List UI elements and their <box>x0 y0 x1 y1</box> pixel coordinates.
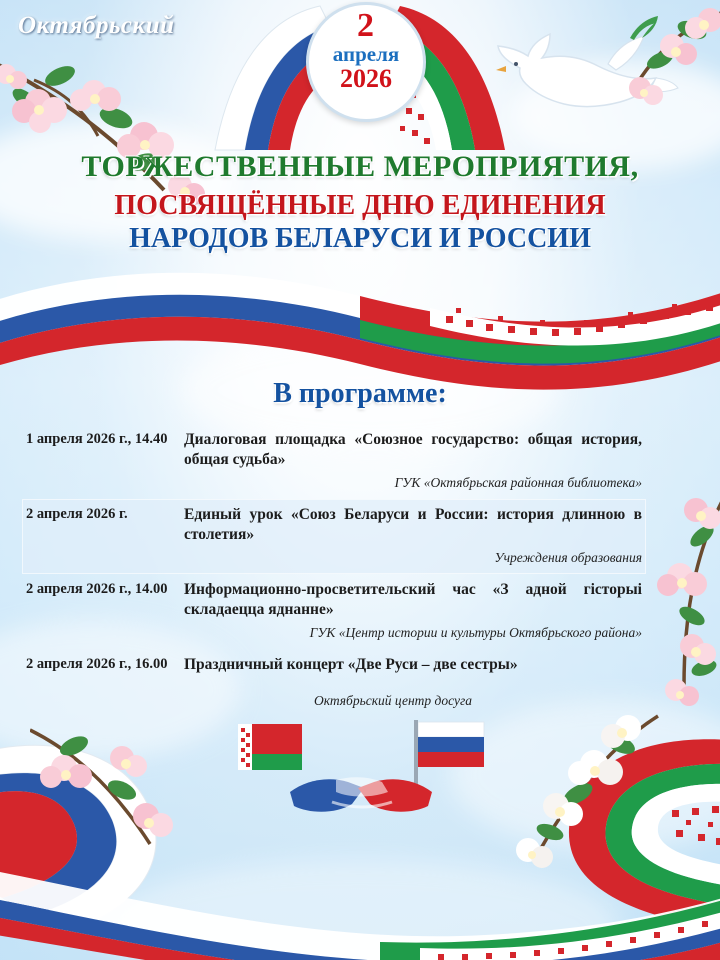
flag-ribbon-icon <box>0 262 720 397</box>
program-row-details <box>178 655 642 709</box>
locality-label: Октябрьский <box>18 12 175 39</box>
program-row-details <box>178 580 642 641</box>
program-row <box>22 649 646 717</box>
program-row-name: Диалоговая площадка «Союзное государство: общая история, общая судьба» <box>184 431 642 469</box>
program-list <box>22 424 646 717</box>
program-row-datetime: 2 апреля 2026 г. <box>26 505 128 522</box>
program-row-organizer: Учреждения образования <box>494 549 642 565</box>
program-row-organizer: Октябрьский центр досуга <box>313 693 473 709</box>
program-row <box>22 499 646 574</box>
program-row-details <box>178 430 642 491</box>
program-row <box>22 574 646 649</box>
program-row-datetime: 2 апреля 2026 г., 16.00 <box>26 655 168 672</box>
date-day: 2 <box>357 7 375 44</box>
apple-blossom-icon <box>560 4 720 134</box>
program-row-details <box>178 505 642 566</box>
program-row-name: Информационно-просветительский час «З адной гісторыі складаецца яднанне» <box>184 580 642 619</box>
title-line-1: ТОРЖЕСТВЕННЫЕ МЕРОПРИЯТИЯ, <box>81 150 639 183</box>
apple-blossom-icon <box>30 720 200 870</box>
program-row <box>22 424 646 499</box>
title-line-2: ПОСВЯЩЁННЫЕ ДНЮ ЕДИНЕНИЯ <box>114 190 606 221</box>
date-month: апреля <box>332 42 400 66</box>
program-row-datetime: 2 апреля 2026 г., 14.00 <box>26 580 168 597</box>
date-year: 2026 <box>340 64 392 94</box>
program-row-organizer: ГУК «Октябрьская районная библиотека» <box>394 474 642 490</box>
program-row-name: Единый урок «Союз Беларуси и России: история длинною в столетия» <box>184 505 642 544</box>
program-row-organizer: ГУК «Центр истории и культуры Октябрьского района» <box>309 624 642 640</box>
date-badge <box>306 2 426 122</box>
title-line-3: НАРОДОВ БЕЛАРУСИ И РОССИИ <box>129 223 591 255</box>
poster-title <box>0 150 720 255</box>
apple-blossom-icon <box>470 710 660 870</box>
program-heading: В программе: <box>273 378 447 409</box>
handshake-icon <box>232 718 492 828</box>
russia-flag-icon <box>414 720 484 786</box>
program-row-name: Праздничный концерт «Две Руси – две сестры» <box>184 655 518 673</box>
belarus-flag-icon <box>238 724 302 770</box>
program-row-datetime: 1 апреля 2026 г., 14.40 <box>26 431 168 447</box>
